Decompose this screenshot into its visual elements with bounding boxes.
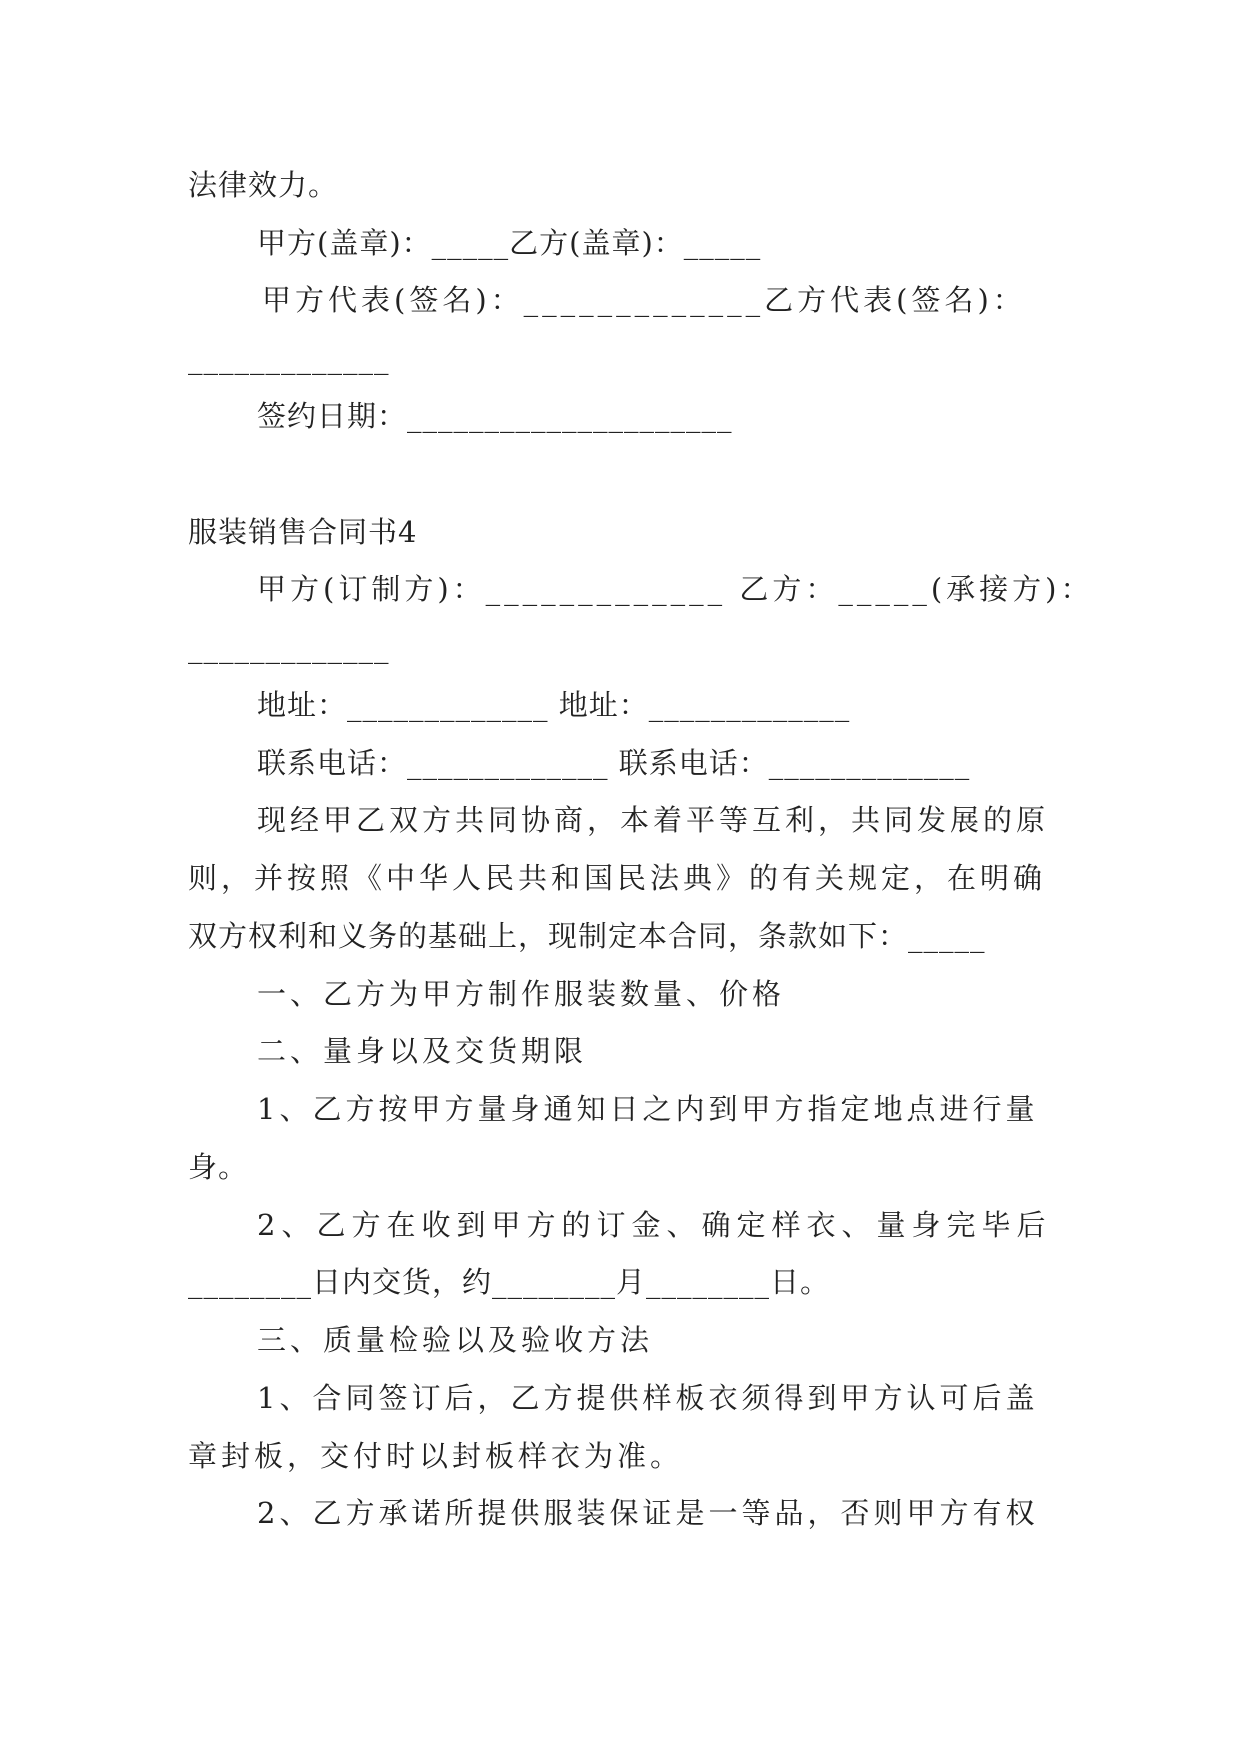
signature-line-seal: 甲方(盖章)：_____乙方(盖章)：_____ bbox=[257, 226, 762, 260]
blank-line: _____________ bbox=[188, 341, 390, 375]
clause-item: 1、合同签订后，乙方提供样板衣须得到甲方认可后盖 bbox=[257, 1381, 1039, 1415]
paragraph-line: 双方权利和义务的基础上，现制定本合同，条款如下：_____ bbox=[188, 919, 986, 953]
clause-item: 身。 bbox=[188, 1150, 249, 1184]
section-title: 服装销售合同书4 bbox=[188, 515, 418, 549]
clause-item: 章封板，交付时以封板样衣为准。 bbox=[188, 1439, 684, 1473]
paragraph-line: 现经甲乙双方共同协商，本着平等互利，共同发展的原 bbox=[257, 803, 1050, 837]
paragraph-line: 则，并按照《中华人民共和国民法典》的有关规定，在明确 bbox=[188, 861, 1047, 895]
address-line: 地址：_____________ 地址：_____________ bbox=[257, 688, 851, 722]
text-line: 法律效力。 bbox=[188, 168, 339, 202]
signing-date-line: 签约日期：_____________________ bbox=[257, 399, 733, 433]
clause-heading: 一、乙方为甲方制作服装数量、价格 bbox=[257, 977, 786, 1011]
clause-item: 2、乙方承诺所提供服装保证是一等品，否则甲方有权 bbox=[257, 1496, 1039, 1530]
party-line: 甲方(订制方)：_____________ 乙方：_____(承接方)： bbox=[257, 572, 1094, 606]
clause-heading: 二、量身以及交货期限 bbox=[257, 1034, 588, 1068]
phone-line: 联系电话：_____________ 联系电话：_____________ bbox=[257, 746, 971, 780]
clause-item: ________日内交货，约________月________日。 bbox=[188, 1265, 831, 1299]
signature-line-representative: 甲方代表(签名)：_____________乙方代表(签名)： bbox=[262, 283, 1026, 317]
clause-item: 1、乙方按甲方量身通知日之内到甲方指定地点进行量 bbox=[257, 1092, 1039, 1126]
clause-heading: 三、质量检验以及验收方法 bbox=[257, 1323, 654, 1357]
blank-line: _____________ bbox=[188, 630, 390, 664]
clause-item: 2、乙方在收到甲方的订金、确定样衣、量身完毕后 bbox=[257, 1208, 1052, 1242]
